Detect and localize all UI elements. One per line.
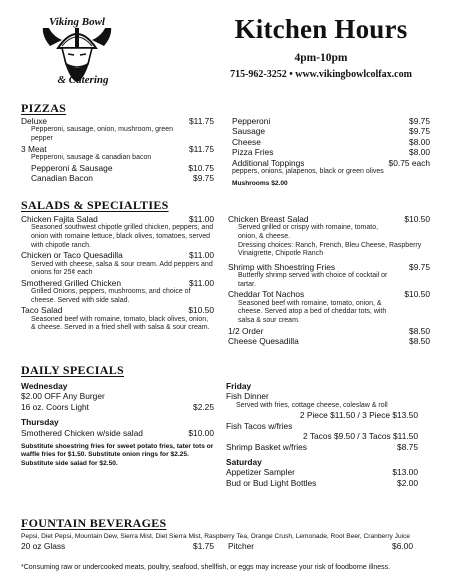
fountain-section (21, 532, 435, 551)
item-price: $8.00 (409, 147, 430, 158)
menu-item-pepperoni (232, 116, 430, 126)
item-price: $10.50 (188, 305, 214, 316)
item-name: 1/2 Order (228, 325, 264, 336)
item-name: Appetizer Sampler (226, 467, 295, 478)
item-desc: Butterfly shrimp served with choice of cocktail or tartar. (238, 272, 388, 288)
menu-item-taco-salad (21, 305, 214, 315)
day-thursday: Thursday (21, 417, 59, 428)
item-price: $10.75 (188, 162, 214, 173)
item-name: Cheddar Tot Nachos (228, 289, 305, 300)
item-name: Cheese (232, 136, 261, 147)
item-name: 3 Meat (21, 143, 47, 154)
item-name: Pepperoni & Sausage (31, 162, 113, 173)
salads-heading: SALADS & SPECIALTIES (21, 198, 169, 212)
item-price: $11.75 (189, 143, 214, 154)
item-name: Chicken or Taco Quesadilla (21, 250, 123, 261)
item-desc: peppers, onions, jalapenos, black or green olives (232, 168, 384, 176)
page-title: Kitchen Hours (234, 14, 408, 44)
item-desc: Served grilled or crispy with romaine, tomato, onion, & cheese. (238, 224, 379, 240)
item-price: $8.50 (409, 325, 430, 336)
day-wednesday: Wednesday (21, 381, 68, 391)
item-price: $11.00 (189, 214, 214, 224)
item-price: $2.25 (193, 401, 214, 412)
daily-specials-heading: DAILY SPECIALS (21, 363, 125, 377)
menu-item-quesadilla (21, 250, 214, 260)
day-friday: Friday (226, 381, 252, 391)
item-price: $13.00 (392, 467, 418, 478)
mushrooms-note: Mushrooms $2.00 (232, 179, 288, 187)
fish-dinner-price: 2 Piece $11.50 / 3 Piece $13.50 (299, 410, 418, 421)
item-desc: Grilled Onions, peppers, mushrooms, and choice of cheese. Served with side salad. (31, 288, 191, 304)
item-name: Shrimp Basket w/fries (226, 441, 307, 452)
item-name: Cheese Quesadilla (228, 335, 299, 346)
menu-item-deluxe (21, 116, 214, 126)
menu-item-half-order (228, 326, 430, 336)
menu-item-coors-light (21, 402, 214, 412)
item-price: $11.00 (189, 250, 214, 261)
pizzas-heading: PIZZAS (21, 101, 67, 115)
menu-item-cheddar-tot-nachos (228, 289, 430, 299)
item-name: Deluxe (21, 116, 48, 126)
menu-item-chicken-fajita-salad (21, 214, 214, 224)
food-safety-disclaimer: *Consuming raw or undercooked meats, poultry, seafood, shellfish, or eggs may increase your risk of foodborne illness. (21, 564, 391, 571)
contact-line: 715-962-3252 • www.vikingbowlcolfax.com (230, 69, 412, 80)
item-name: Bud or Bud Light Bottles (226, 477, 317, 488)
item-desc: Seasoned beef with romaine, tomato, onion, & cheese. Served atop a bed of cheddar tots, with salsa & sour cream. (238, 299, 387, 324)
side-salad-note: Substitute side salad for $2.50. (21, 459, 118, 467)
item-name: Shrimp with Shoestring Fries (228, 261, 336, 272)
item-name: Chicken Fajita Salad (21, 214, 98, 224)
daily-left-column (21, 381, 214, 468)
item-price: $9.75 (409, 126, 430, 137)
menu-item-fish-tacos: Fish Tacos w/fries (226, 420, 293, 431)
item-price: $6.00 (392, 541, 413, 551)
item-desc: Served with fries, cottage cheese, coleslaw & roll (236, 401, 388, 409)
item-price: $9.75 (193, 173, 214, 183)
menu-item-shrimp-basket (226, 442, 418, 452)
item-name: Canadian Bacon (31, 173, 93, 183)
fish-tacos-price: 2 Tacos $9.50 / 3 Tacos $11.50 (302, 431, 418, 442)
dressing-choices: Dressing choices: Ranch, French, Bleu Cheese, Raspberry Vinaigrette, Chipotle Ranch (238, 241, 422, 258)
item-name: Chicken Breast Salad (228, 214, 309, 224)
menu-item-fish-dinner: Fish Dinner (226, 391, 269, 402)
item-name: 16 oz. Coors Light (21, 401, 89, 412)
logo-text-top: Viking Bowl (40, 16, 114, 28)
item-desc: Pepperoni, sausage, onion, mushroom, green pepper (31, 126, 174, 142)
menu-item-pepperoni-sausage (21, 163, 214, 173)
item-price: $9.75 (409, 261, 430, 272)
item-price: $8.50 (409, 335, 430, 346)
menu-item-shrimp-shoestring (228, 262, 430, 272)
item-price: $8.75 (397, 441, 418, 452)
menu-item-3-meat (21, 144, 214, 154)
item-name: Taco Salad (21, 305, 63, 316)
day-saturday: Saturday (226, 457, 262, 468)
fountain-heading: FOUNTAIN BEVERAGES (21, 516, 167, 530)
item-name: Pizza Fries (232, 147, 274, 158)
item-price: $0.75 each (388, 157, 430, 168)
menu-item-pitcher (228, 541, 413, 551)
menu-item-appetizer-sampler (226, 467, 418, 477)
menu-item-sausage (232, 126, 430, 136)
daily-right-column (226, 381, 418, 488)
item-name: Smothered Grilled Chicken (21, 277, 122, 288)
item-name: Pitcher (228, 541, 255, 551)
menu-item-cheese (232, 137, 430, 147)
item-desc: Seasoned southwest chipotle grilled chicken, peppers, and onion with romaine lettuce, black olives, tomatoes, served with chipotle ranch. (31, 224, 214, 249)
pizzas-left-column (21, 116, 214, 183)
item-desc: Seasoned beef with romaine, tomato, black olives, onion, & cheese. Served in a fried shell with salsa & sour cream. (31, 315, 210, 332)
item-price: $11.75 (189, 116, 214, 126)
menu-item-canadian-bacon (21, 173, 214, 183)
item-price: $8.00 (409, 136, 430, 147)
substitution-note: Substitute shoestring fries for sweet potato fries, tater tots or waffle fries for $1.50. Substitute onion rings for $2.25. (21, 443, 214, 459)
menu-item-smothered-chicken-special (21, 428, 214, 438)
item-price: $2.00 (397, 477, 418, 488)
logo-text-bottom: & Catering (57, 74, 109, 86)
item-price: $10.50 (404, 289, 430, 300)
kitchen-hours: 4pm-10pm (294, 52, 348, 64)
item-name: Pepperoni (232, 116, 271, 126)
menu-item-additional-toppings (232, 158, 430, 168)
item-name: Smothered Chicken w/side salad (21, 427, 143, 438)
menu-item-burger-special: $2.00 OFF Any Burger (21, 391, 105, 402)
item-desc: Served with cheese, salsa & sour cream. Add peppers and onions for 25¢ each (31, 260, 213, 277)
item-price: $10.50 (404, 214, 430, 224)
menu-item-smothered-grilled-chicken (21, 278, 214, 288)
menu-item-20oz-glass (21, 541, 214, 551)
menu-item-pizza-fries (232, 147, 430, 157)
menu-item-cheese-quesadilla (228, 336, 430, 346)
item-price: $11.00 (189, 277, 214, 288)
item-name: Sausage (232, 126, 266, 137)
fountain-list: Pepsi, Diet Pepsi, Mountain Dew, Sierra Mist, Diet Sierra Mist, Raspberry Tea, Orange Crush, Lemonade, Root Beer, Cranberry Juice (21, 533, 411, 540)
salads-right-column (228, 214, 430, 346)
menu-item-bud-bottles (226, 478, 418, 488)
item-name: 20 oz Glass (21, 541, 66, 551)
item-price: $1.75 (193, 541, 214, 551)
item-desc: Pepperoni, sausage & canadian bacon (31, 154, 152, 161)
item-name: Additional Toppings (232, 157, 305, 168)
salads-left-column (21, 214, 214, 333)
logo (18, 6, 136, 92)
item-price: $9.75 (409, 116, 430, 126)
item-price: $10.00 (188, 427, 214, 438)
pizzas-right-column (232, 116, 430, 188)
menu-item-chicken-breast-salad (228, 214, 430, 224)
